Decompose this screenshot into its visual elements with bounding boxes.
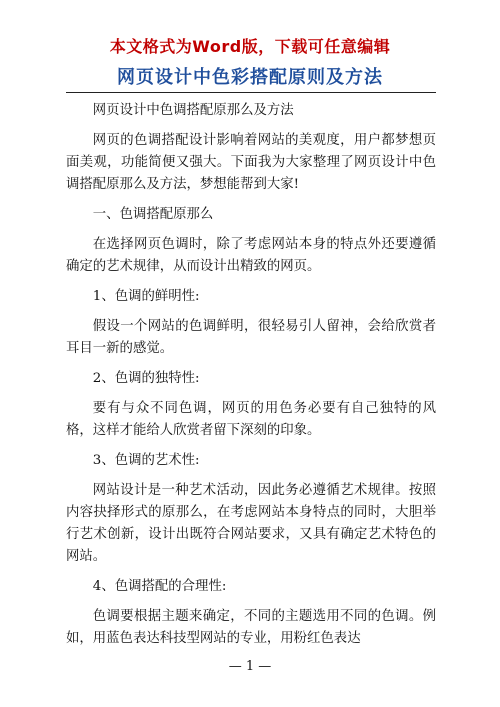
subheading-rationality: 4、色调搭配的合理性: bbox=[92, 579, 227, 594]
format-notice: 本文格式为Word版，下载可任意编辑 bbox=[109, 37, 391, 56]
paragraph-subtitle: 网页设计中色调搭配原那么及方法 bbox=[92, 103, 294, 118]
paragraph-uniqueness: 要有与众不同色调，网页的用色务必要有自己独特的风格，这样才能给人欣赏者留下深刻的印象。 bbox=[66, 401, 436, 438]
page-number: — 1 — bbox=[228, 659, 272, 674]
document-body bbox=[66, 100, 436, 658]
title-divider bbox=[66, 92, 436, 93]
subheading-artistry: 3、色调的艺术性: bbox=[92, 453, 200, 468]
paragraph-artistry: 网站设计是一种艺术活动，因此务必遵循艺术规律。按照内容抉择形式的原那么，在考虑网站本身特点的同时，大胆举行艺术创新，设计出既符合网站要求，又具有确定艺术特色的网站。 bbox=[66, 483, 436, 564]
paragraph-vividness: 假设一个网站的色调鲜明，很轻易引人留神，会给欣赏者耳目一新的感觉。 bbox=[66, 319, 436, 356]
section-heading-principles: 一、色调搭配原那么 bbox=[92, 207, 214, 222]
subheading-vividness: 1、色调的鲜明性: bbox=[92, 289, 200, 304]
paragraph-intro: 网页的色调搭配设计影响着网站的美观度，用户都梦想页面美观，功能简便又强大。下面我为大家整理了网页设计中色调搭配原那么及方法，梦想能帮到大家! bbox=[66, 133, 436, 192]
paragraph-rationality: 色调要根据主题来确定，不同的主题选用不同的色调。例如，用蓝色表达科技型网站的专业，用粉红色表达 bbox=[66, 609, 436, 646]
document-title: 网页设计中色彩搭配原则及方法 bbox=[117, 67, 383, 88]
paragraph-principles: 在选择网页色调时，除了考虑网站本身的特点外还要遵循确定的艺术规律，从而设计出精致的网页。 bbox=[66, 237, 436, 274]
subheading-uniqueness: 2、色调的独特性: bbox=[92, 371, 200, 386]
